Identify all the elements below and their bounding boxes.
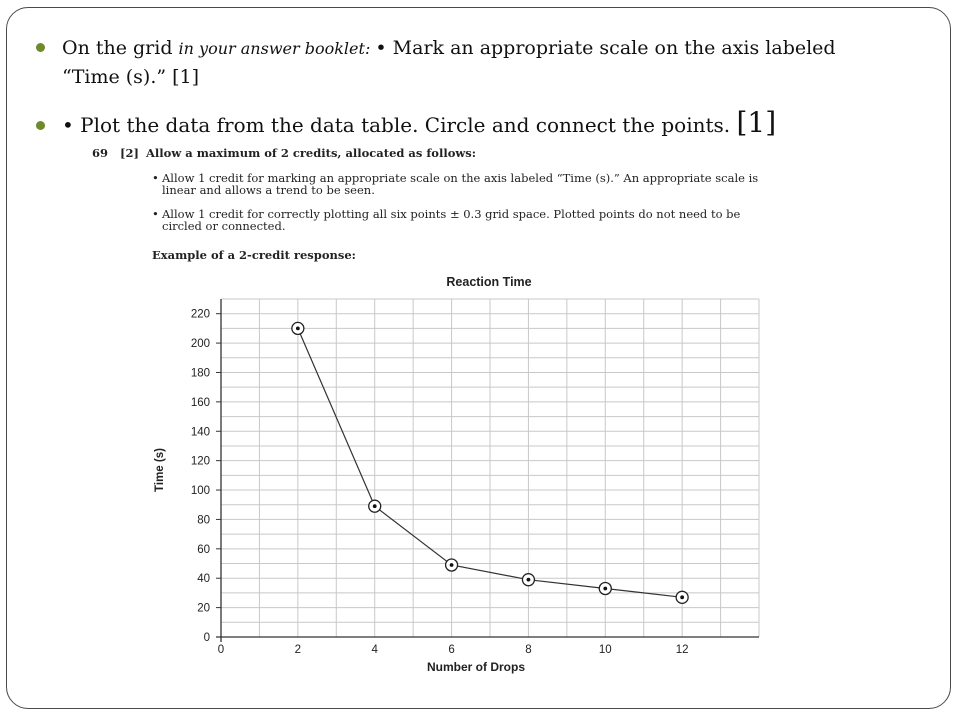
y-tick-label: 140	[190, 426, 210, 439]
rubric-bullet-icon: •	[152, 171, 159, 185]
x-tick-label: 12	[675, 644, 689, 656]
x-tick-label: 10	[598, 644, 612, 656]
question-number: 69	[92, 146, 109, 160]
chart-title: Reaction Time	[446, 275, 532, 289]
rubric-bullet-2-text: Allow 1 credit for correctly plotting all six points ± 0.3 grid space. Plotted points do not need to be circled or connected.	[162, 207, 741, 233]
y-tick-label: 20	[197, 602, 210, 615]
y-tick-label: 120	[190, 455, 210, 468]
x-tick-label: 8	[525, 644, 532, 656]
y-tick-label: 220	[190, 308, 210, 321]
data-point	[373, 504, 377, 508]
y-tick-label: 200	[190, 338, 210, 351]
data-point	[603, 587, 607, 591]
x-axis-label: Number of Drops	[426, 660, 526, 674]
example-label: Example of a 2-credit response:	[152, 248, 356, 262]
y-axis-label: Time (s)	[154, 448, 166, 492]
bullet-1-pre: On the grid	[62, 37, 179, 59]
y-tick-label: 60	[197, 543, 210, 556]
rubric-intro: Allow a maximum of 2 credits, allocated as follows:	[146, 146, 477, 160]
data-point	[527, 578, 531, 582]
x-tick-label: 2	[294, 644, 302, 656]
bullet-2-main: • Plot the data from the data table. Circle and connect the points.	[62, 113, 737, 137]
y-tick-label: 180	[190, 367, 210, 380]
chart-ticks	[191, 309, 689, 656]
y-tick-label: 40	[197, 573, 210, 586]
rubric-bullet-icon: •	[152, 207, 159, 221]
x-tick-label: 0	[217, 644, 225, 656]
rubric-bullet-1-text: Allow 1 credit for marking an appropriate scale on the axis labeled “Time (s).” An appropriate scale is linear and allows a trend to be seen.	[162, 171, 759, 197]
y-tick-label: 0	[203, 632, 210, 644]
chart-grid	[221, 299, 759, 637]
data-point	[450, 563, 454, 567]
bullet-1-post: • Mark an appropriate scale on the axis labeled “Time (s).” [1]	[62, 37, 836, 88]
x-tick-label: 6	[448, 644, 455, 656]
data-point	[680, 595, 684, 599]
y-tick-label: 100	[190, 485, 210, 498]
x-tick-label: 4	[371, 644, 378, 656]
question-points: [2]	[120, 146, 139, 160]
data-point	[296, 326, 300, 330]
y-tick-label: 160	[190, 396, 210, 409]
bullet-1-italic: in your answer booklet:	[178, 39, 376, 58]
y-tick-label: 80	[197, 514, 210, 527]
bullet-2-credit: [1]	[736, 106, 777, 139]
